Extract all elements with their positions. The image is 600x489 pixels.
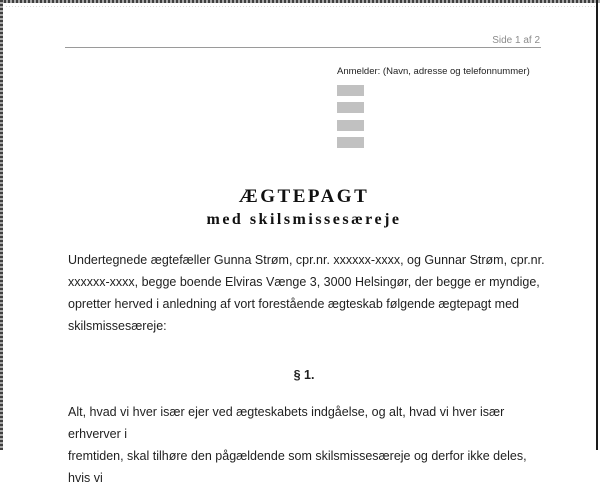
anmelder-placeholder-box bbox=[337, 102, 364, 113]
page-number-indicator: Side 1 af 2 bbox=[492, 35, 540, 46]
paragraph-intro bbox=[68, 249, 548, 337]
paragraph-line: Undertegnede ægtefæller Gunna Strøm, cpr.nr. xxxxxx-xxxx, og Gunnar Strøm, cpr.nr. bbox=[68, 253, 545, 267]
anmelder-placeholder-boxes bbox=[337, 85, 364, 154]
paragraph-section1 bbox=[68, 401, 548, 489]
document-title: ÆGTEPAGT bbox=[238, 186, 370, 207]
document-subtitle: med skilsmissesæreje bbox=[206, 211, 402, 228]
anmelder-placeholder-box bbox=[337, 137, 364, 148]
paragraph-line: xxxxxx-xxxx, begge boende Elviras Vænge 3, 3000 Helsingør, der begge er myndige, bbox=[68, 275, 540, 289]
page-edge-line bbox=[596, 0, 598, 450]
paragraph-line: fremtiden, skal tilhøre den pågældende som skilsmissesæreje og derfor ikke deles, hvis vi bbox=[68, 449, 527, 485]
paragraph-line: opretter herved i anledning af vort forestående ægteskab følgende ægtepagt med bbox=[68, 297, 519, 311]
page-margin-guide bbox=[6, 6, 595, 7]
paragraph-line: skilsmissesæreje: bbox=[68, 319, 167, 333]
paragraph-line: Alt, hvad vi hver især ejer ved ægteskabets indgåelse, og alt, hvad vi hver især erhverver i bbox=[68, 405, 505, 441]
section-1-heading: § 1. bbox=[293, 368, 315, 382]
anmelder-placeholder-box bbox=[337, 85, 364, 96]
page-border-left bbox=[0, 0, 3, 450]
anmelder-placeholder-box bbox=[337, 120, 364, 131]
page-border-top bbox=[0, 0, 600, 3]
header-rule bbox=[65, 47, 541, 48]
anmelder-label: Anmelder: (Navn, adresse og telefonnummer) bbox=[337, 66, 530, 77]
